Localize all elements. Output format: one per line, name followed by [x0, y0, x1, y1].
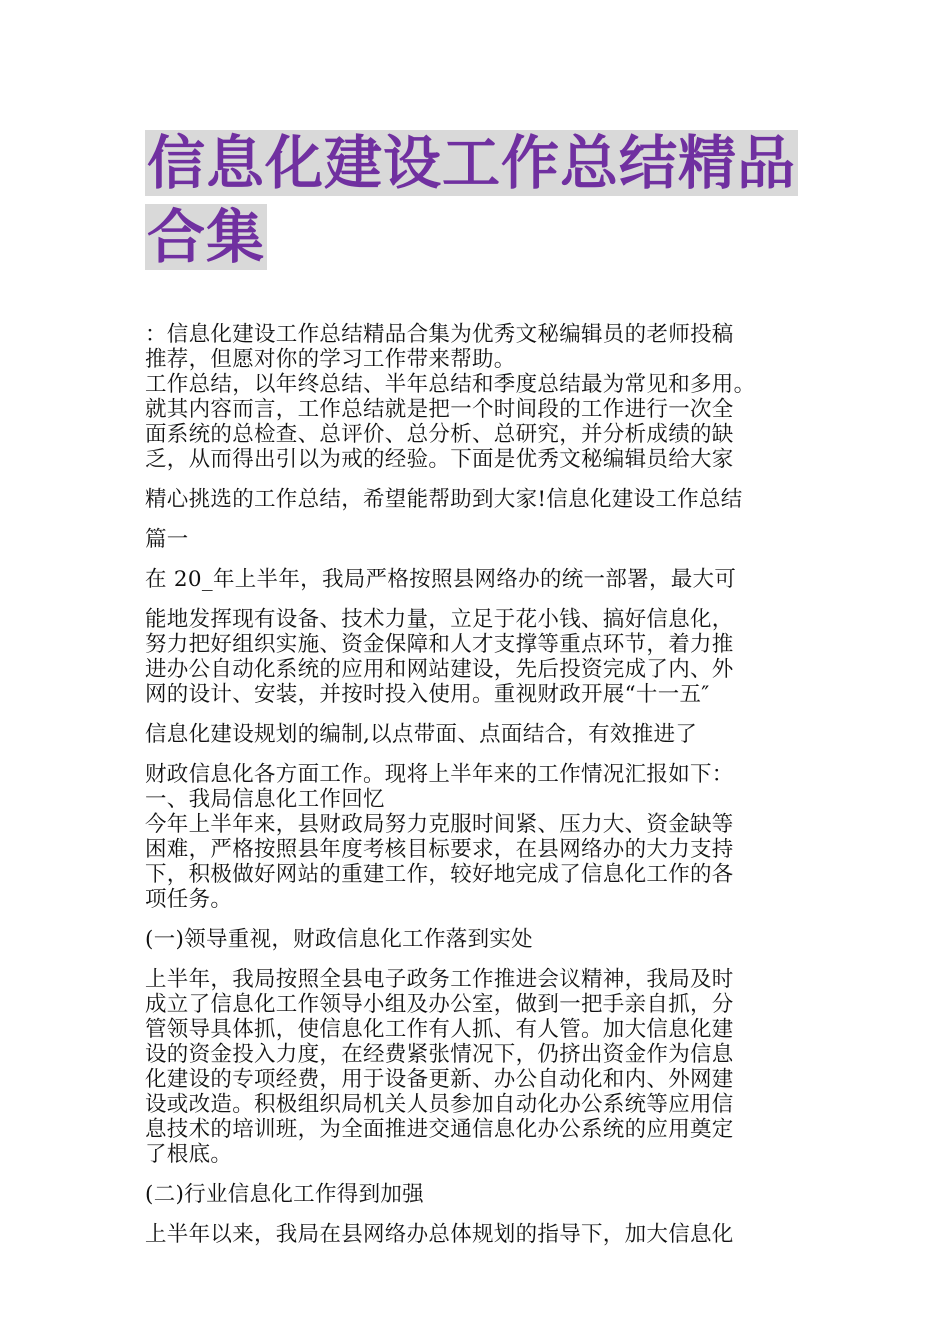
title-text-1: 信息化建设工作总结精品: [147, 129, 797, 197]
title-line-1: [145, 130, 815, 204]
text-line: 精心挑选的工作总结，希望能帮助到大家!信息化建设工作总结: [145, 487, 743, 512]
text-line: 设或改造。积极组织局机关人员参加自动化办公系统等应用信: [145, 1092, 734, 1117]
subsection-heading: (一)领导重视，财政信息化工作落到实处: [145, 927, 533, 952]
text-line: 设的资金投入力度，在经费紧张情况下，仍挤出资金作为信息: [145, 1042, 734, 1067]
text-line: 推荐，但愿对你的学习工作带来帮助。: [145, 347, 516, 372]
document-title: [145, 130, 815, 278]
text-line: 就其内容而言，工作总结就是把一个时间段的工作进行一次全: [145, 397, 734, 422]
text-line: 财政信息化各方面工作。现将上半年来的工作情况汇报如下：: [145, 762, 734, 787]
text-line: 今年上半年来，县财政局努力克服时间紧、压力大、资金缺等: [145, 812, 734, 837]
text-line: 在 20_年上半年，我局严格按照县网络办的统一部署，最大可: [145, 567, 737, 592]
text-line: 化建设的专项经费，用于设备更新、办公自动化和内、外网建: [145, 1067, 734, 1092]
document-body: [145, 322, 815, 1247]
title-line-2: [145, 204, 815, 278]
title-text-2: 合集: [147, 203, 266, 271]
text-line: 工作总结，以年终总结、半年总结和季度总结最为常见和多用。: [145, 372, 756, 397]
subsection-heading: (二)行业信息化工作得到加强: [145, 1182, 424, 1207]
text-line: 项任务。: [145, 887, 233, 912]
text-line: 下，积极做好网站的重建工作，较好地完成了信息化工作的各: [145, 862, 734, 887]
text-line: 乏，从而得出引以为戒的经验。下面是优秀文秘编辑员给大家: [145, 447, 734, 472]
text-line: 能地发挥现有设备、技术力量，立足于花小钱、搞好信息化，: [145, 607, 734, 632]
text-line: 上半年，我局按照全县电子政务工作推进会议精神，我局及时: [145, 967, 734, 992]
text-line: 管领导具体抓，使信息化工作有人抓、有人管。加大信息化建: [145, 1017, 734, 1042]
section-heading: 一、我局信息化工作回忆: [145, 787, 385, 812]
text-line: 上半年以来，我局在县网络办总体规划的指导下，加大信息化: [145, 1222, 734, 1247]
text-line: 面系统的总检查、总评价、总分析、总研究，并分析成绩的缺: [145, 422, 734, 447]
text-line: ：信息化建设工作总结精品合集为优秀文秘编辑员的老师投稿: [145, 322, 734, 347]
text-line: 努力把好组织实施、资金保障和人才支撑等重点环节，着力推: [145, 632, 734, 657]
text-line: 了根底。: [145, 1142, 233, 1167]
text-line: 网的设计、安装，并按时投入使用。重视财政开展“十一五″: [145, 682, 710, 707]
text-line: 进办公自动化系统的应用和网站建设，先后投资完成了内、外: [145, 657, 734, 682]
text-line: 篇一: [145, 527, 189, 552]
text-line: 息技术的培训班，为全面推进交通信息化办公系统的应用奠定: [145, 1117, 734, 1142]
text-line: 成立了信息化工作领导小组及办公室，做到一把手亲自抓，分: [145, 992, 734, 1017]
text-line: 困难，严格按照县年度考核目标要求，在县网络办的大力支持: [145, 837, 734, 862]
text-line: 信息化建设规划的编制,以点带面、点面结合，有效推进了: [145, 722, 698, 747]
